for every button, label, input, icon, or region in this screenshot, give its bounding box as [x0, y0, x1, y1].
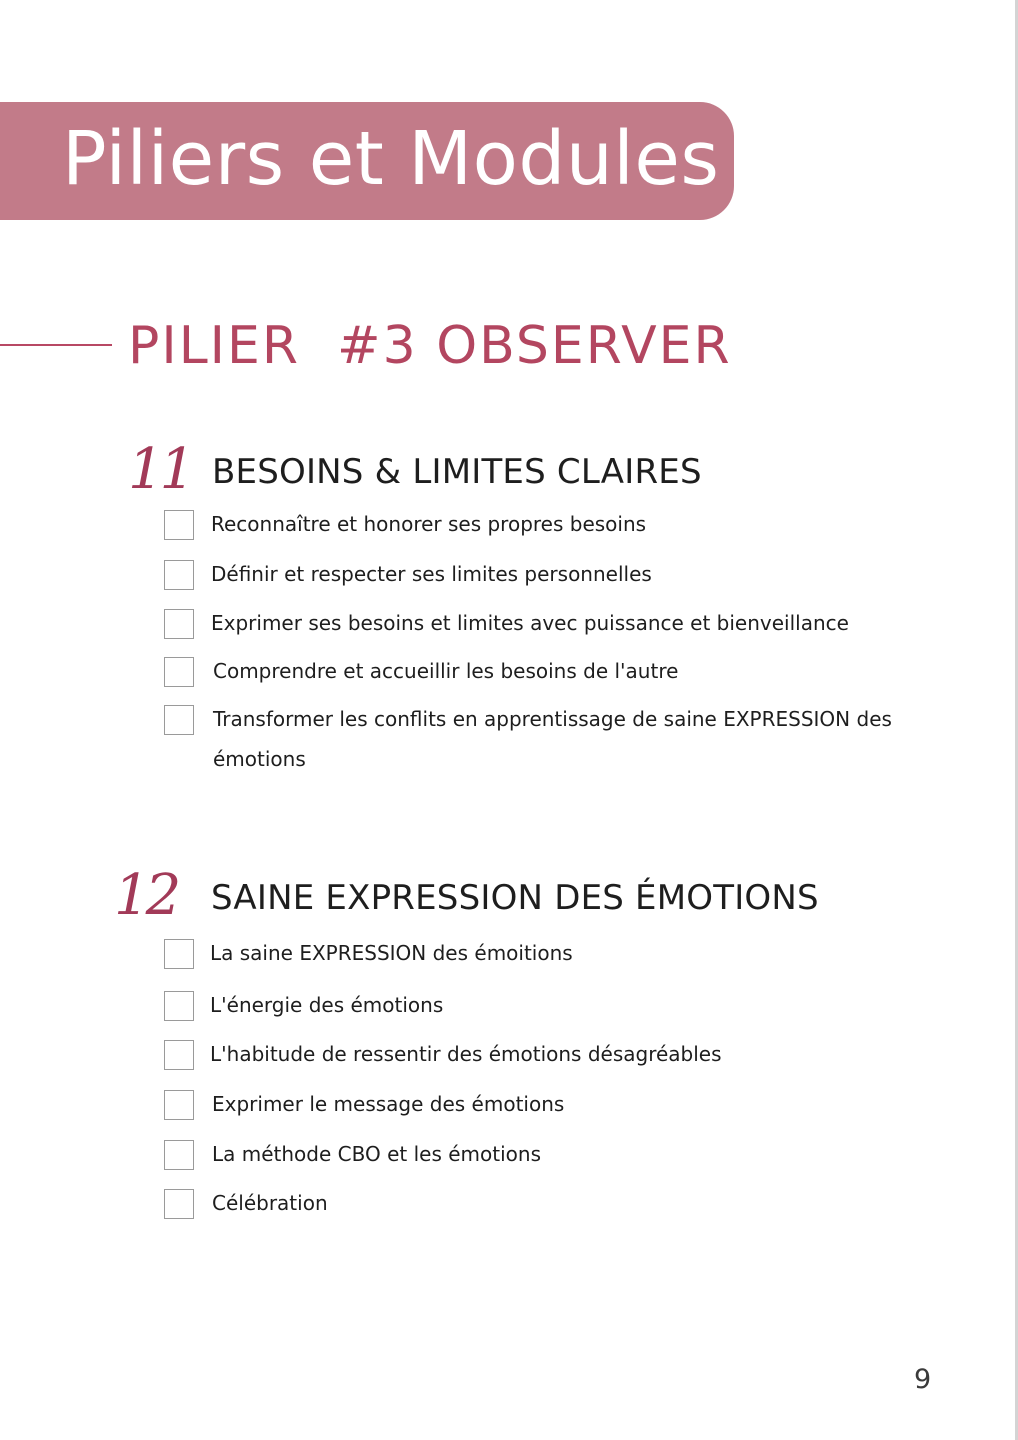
- item-label: L'habitude de ressentir des émotions désagréables: [210, 1042, 722, 1066]
- checkbox[interactable]: [164, 1140, 194, 1170]
- item-label: Exprimer ses besoins et limites avec puissance et bienveillance: [211, 611, 849, 635]
- item-label: L'énergie des émotions: [210, 993, 444, 1017]
- item-label: La méthode CBO et les émotions: [212, 1142, 541, 1166]
- item-label: Définir et respecter ses limites personnelles: [211, 562, 652, 586]
- pilier-heading: PILIER #3 OBSERVER: [128, 316, 732, 376]
- page-number: 9: [914, 1364, 932, 1395]
- checkbox[interactable]: [164, 939, 194, 969]
- module-title: SAINE EXPRESSION DES ÉMOTIONS: [211, 878, 819, 918]
- checkbox[interactable]: [164, 609, 194, 639]
- checkbox[interactable]: [164, 991, 194, 1021]
- module-number: 11: [128, 437, 192, 502]
- checkbox[interactable]: [164, 1189, 194, 1219]
- checkbox[interactable]: [164, 657, 194, 687]
- item-label: Transformer les conflits en apprentissage de saine EXPRESSION des émotions: [213, 707, 892, 771]
- checkbox[interactable]: [164, 1040, 194, 1070]
- checkbox[interactable]: [164, 705, 194, 735]
- item-label: Exprimer le message des émotions: [212, 1092, 565, 1116]
- pilier-rule: [0, 344, 112, 346]
- checkbox[interactable]: [164, 1090, 194, 1120]
- item-label: La saine EXPRESSION des émoitions: [210, 941, 573, 965]
- page-title: Piliers et Modules: [62, 116, 720, 202]
- module-title: BESOINS & LIMITES CLAIRES: [212, 452, 702, 492]
- checkbox[interactable]: [164, 510, 194, 540]
- checkbox[interactable]: [164, 560, 194, 590]
- title-banner: [0, 102, 734, 220]
- module-number: 12: [114, 863, 178, 928]
- item-label: Célébration: [212, 1191, 328, 1215]
- item-label: Comprendre et accueillir les besoins de l'autre: [213, 659, 679, 683]
- item-label: Reconnaître et honorer ses propres besoins: [211, 512, 647, 536]
